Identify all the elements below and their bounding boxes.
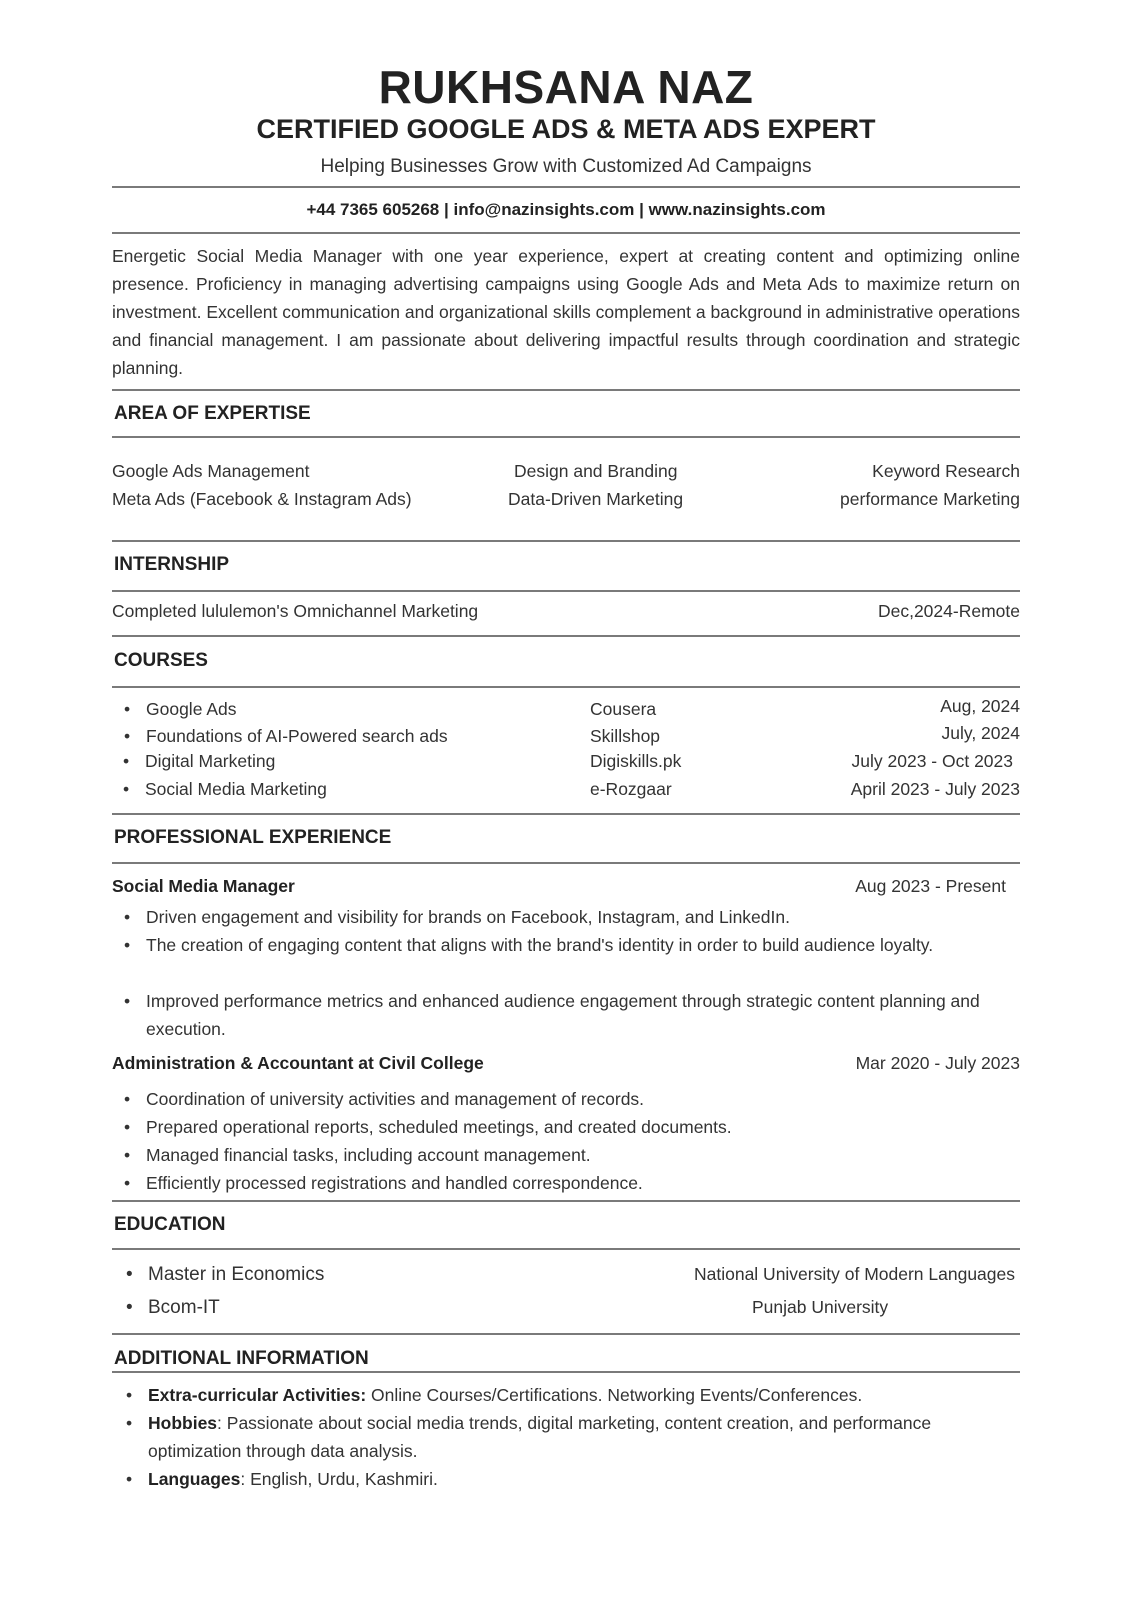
expertise-item: Keyword Research xyxy=(872,461,1020,481)
divider xyxy=(112,389,1020,391)
job-bullet: • Efficiently processed registrations and handled correspondence. xyxy=(146,1169,1006,1197)
course-row xyxy=(112,696,1020,725)
additional-label: Hobbies xyxy=(148,1413,218,1433)
course-name: • Digital Marketing xyxy=(145,751,275,772)
internship-item: Completed lululemon's Omnichannel Marketing xyxy=(112,601,479,621)
additional-text: : English, Urdu, Kashmiri. xyxy=(240,1469,438,1489)
divider xyxy=(112,1248,1020,1250)
divider xyxy=(112,232,1020,234)
course-name: • Social Media Marketing xyxy=(145,779,327,800)
job-title: Administration & Accountant at Civil College xyxy=(112,1053,484,1073)
candidate-title: CERTIFIED GOOGLE ADS & META ADS EXPERT xyxy=(256,114,876,144)
course-provider: e-Rozgaar xyxy=(590,779,672,799)
section-heading-education: EDUCATION xyxy=(114,1214,226,1235)
internship-date: Dec,2024-Remote xyxy=(877,601,1020,621)
course-provider: Cousera xyxy=(590,699,657,719)
candidate-name: RUKHSANA NAZ xyxy=(378,61,754,113)
section-heading-experience: PROFESSIONAL EXPERIENCE xyxy=(114,827,392,848)
education-school: Punjab University xyxy=(752,1297,889,1317)
summary: Energetic Social Media Manager with one year experience, expert at creating content and optimizing online presence. Proficiency in managing advertising campaigns using Google Ads and Meta Ads to maximize return on investment. Excellent communication and organizational skills complement a background in administrative operations and financial management. I am passionate about delivering impactful results through coordination and strategic planning. xyxy=(112,246,1020,378)
education-degree: • Master in Economics xyxy=(148,1264,324,1286)
additional-text: Online Courses/Certifications. Networking Events/Conferences. xyxy=(366,1385,863,1405)
tagline: Helping Businesses Grow with Customized Ad Campaigns xyxy=(320,156,812,177)
expertise-item: performance Marketing xyxy=(840,489,1020,509)
additional-item xyxy=(148,1381,1008,1409)
education-school: National University of Modern Languages xyxy=(693,1264,1015,1284)
divider xyxy=(112,590,1020,592)
section-heading-internship: INTERNSHIP xyxy=(114,554,230,575)
additional-item xyxy=(148,1409,948,1465)
course-row xyxy=(112,779,1020,805)
job-date: Aug 2023 - Present xyxy=(855,876,1006,896)
education-degree: • Bcom-IT xyxy=(148,1297,220,1319)
course-date: Aug, 2024 xyxy=(940,696,1020,716)
divider xyxy=(112,1371,1020,1373)
job-title: Social Media Manager xyxy=(112,876,295,896)
expertise-item: Data-Driven Marketing xyxy=(508,489,684,509)
course-name: • Foundations of AI-Powered search ads xyxy=(146,726,448,747)
job-bullet: • The creation of engaging content that aligns with the brand's identity in order to build audience loyalty. xyxy=(146,931,1006,959)
expertise-item: Google Ads Management xyxy=(112,461,310,481)
divider xyxy=(112,436,1020,438)
divider xyxy=(112,635,1020,637)
education-row xyxy=(112,1264,1020,1290)
expertise-row xyxy=(112,489,1020,515)
expertise-row xyxy=(112,461,1020,487)
section-heading-courses: COURSES xyxy=(114,650,208,671)
course-date: April 2023 - July 2023 xyxy=(850,779,1020,799)
divider xyxy=(112,686,1020,688)
job-bullet: • Improved performance metrics and enhanced audience engagement through strategic content planning and execution. xyxy=(146,987,1006,1043)
job-bullet: • Driven engagement and visibility for brands on Facebook, Instagram, and LinkedIn. xyxy=(146,903,1006,931)
course-provider: Skillshop xyxy=(590,726,661,746)
additional-item xyxy=(148,1465,1008,1493)
job-bullet: • Managed financial tasks, including account management. xyxy=(146,1141,1006,1169)
section-heading-additional: ADDITIONAL INFORMATION xyxy=(114,1348,369,1369)
section-heading-expertise: AREA OF EXPERTISE xyxy=(114,403,311,424)
job-header xyxy=(112,876,1020,902)
job-header xyxy=(112,1053,1020,1079)
course-row xyxy=(112,723,1020,752)
additional-label: Languages xyxy=(148,1469,241,1489)
course-date: July, 2024 xyxy=(941,723,1020,743)
divider xyxy=(112,813,1020,815)
additional-text: : Passionate about social media trends, digital marketing, content creation, and performance optimization through data analysis. xyxy=(148,1413,932,1461)
internship-row xyxy=(112,601,1020,627)
divider xyxy=(112,540,1020,542)
divider xyxy=(112,1333,1020,1335)
expertise-item: Meta Ads (Facebook & Instagram Ads) xyxy=(112,489,412,509)
course-provider: Digiskills.pk xyxy=(590,751,682,771)
contact-info: +44 7365 605268 | info@nazinsights.com | www.nazinsights.com xyxy=(306,200,826,219)
job-date: Mar 2020 - July 2023 xyxy=(855,1053,1020,1073)
education-row xyxy=(112,1297,1020,1323)
job-bullet: • Prepared operational reports, scheduled meetings, and created documents. xyxy=(146,1113,1006,1141)
course-date: July 2023 - Oct 2023 xyxy=(851,751,1013,771)
course-name: • Google Ads xyxy=(146,699,236,720)
job-bullet: • Coordination of university activities and management of records. xyxy=(146,1085,1006,1113)
divider xyxy=(112,186,1020,188)
divider xyxy=(112,862,1020,864)
course-row xyxy=(112,751,1020,777)
expertise-item: Design and Branding xyxy=(514,461,678,481)
divider xyxy=(112,1200,1020,1202)
additional-label: Extra-curricular Activities: xyxy=(148,1385,367,1405)
